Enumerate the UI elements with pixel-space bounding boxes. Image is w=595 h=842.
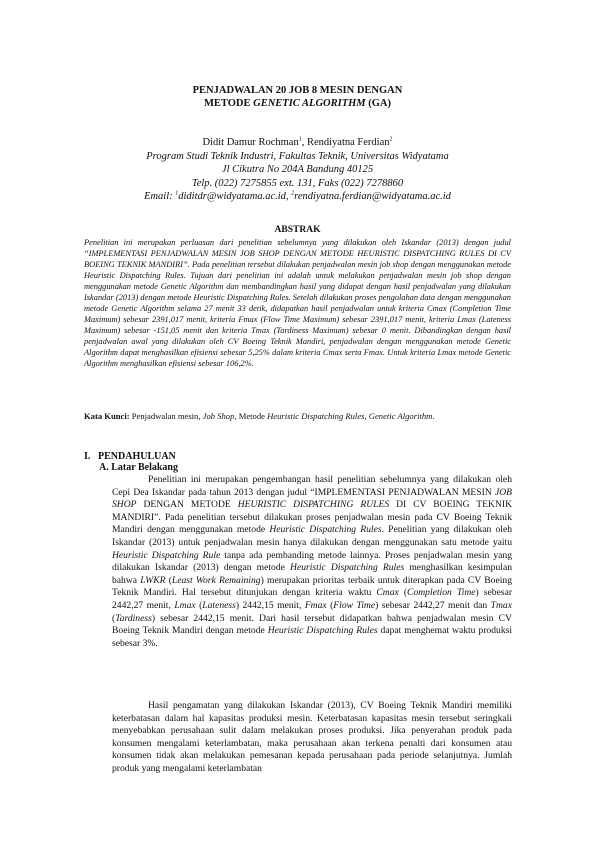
para-text: ) merupakan prioritas terbaik untuk diterapkan pada CV Boeing Teknik Mandiri. Hal tersebut ditunjukan dengan kriteria waktu [112, 574, 512, 599]
title-line-2-italic: GENETIC ALGORITHM [253, 98, 366, 109]
keyword-hdr: Heuristic Dispatching Rules [267, 411, 365, 421]
email-1-sup: 1 [175, 190, 179, 197]
para-italic: LWKR [140, 574, 166, 586]
keywords [84, 411, 544, 422]
para-italic: Heuristic Dispatching Rules [267, 625, 378, 637]
para-italic: Flow Time [333, 599, 376, 611]
para-italic: Heuristic Dispatching Rules [290, 562, 405, 574]
phone-fax: Telp. (022) 7275855 ext. 131, Faks (022) 7278860 [191, 177, 404, 189]
keyword-text: . [432, 411, 435, 421]
keyword-text: Penjadwalan mesin, [129, 411, 203, 421]
keywords-label: Kata Kunci: [84, 411, 130, 421]
body-paragraph-2: Hasil pengamatan yang dilakukan Iskandar (2013), CV Boeing Teknik Mandiri memiliki keterbatasan dalam hal kapasitas produksi mesin. Keterbatasan kapasitas mesin tersebut seringkali menyebabkan perusahaan sulit dalam melakukan proses produksi. Jika penyerahan produk pada konsumen mengalami keterlambatan, maka perusahaan akan terkena penalti dari konsumen atau konsumen tidak akan melakukan pemesanan kepada perusahaan pada periode selanjutnya. Jumlah produk yang mengalami keterlambatan [112, 700, 512, 774]
para-italic: HEURISTIC DISPATCHING RULES [237, 499, 390, 511]
para-text: menghasilkan kesimpulan bahwa [112, 562, 512, 586]
keyword-text: , Metode [234, 411, 268, 421]
section-heading [84, 451, 176, 462]
author-separator: , [301, 137, 307, 148]
email-line [60, 190, 535, 204]
address: Jl Cikutra No 204A Bandung 40125 [221, 164, 374, 175]
para-text: . Penelitian yang dilakukan oleh Iskandar (2013) untuk penjadwalan mesin hanya dilakukan dengan menggunakan satu metode yaitu [112, 524, 512, 548]
para-text: ) sebesar 2442,15 menit. Dari hasil tersebut didapatkan bahwa penjadwalan mesin CV Boeing Teknik Mandiri dengan metode [112, 612, 512, 637]
para-text: ( [326, 599, 334, 611]
email-2-sup: 2 [291, 190, 295, 197]
email-separator: , [285, 191, 292, 202]
para-italic: JOB SHOP [112, 486, 512, 511]
keyword-text: , [364, 411, 369, 421]
para-italic: Lateness [202, 599, 236, 611]
para-text: ) sebesar 2442,27 menit dan [375, 599, 491, 611]
keyword-ga: Genetic Algorithm [368, 411, 433, 421]
abstract-heading: ABSTRAK [274, 225, 321, 235]
author-1: Didit Damur Rochman [202, 137, 299, 148]
para-italic: Tardiness [115, 612, 152, 624]
author-block [60, 136, 535, 204]
email-label: Email: [144, 191, 176, 202]
para-text: ( [195, 599, 203, 611]
para-italic: Heuristic Dispatching Rule [112, 549, 221, 561]
author-names [60, 136, 535, 150]
para-italic: Cmax [376, 587, 399, 599]
email-2: rendiyatna.ferdian@widyatama.ac.id [294, 191, 451, 202]
subsection-heading: A. Latar Belakang [99, 462, 178, 473]
para-italic: Lmax [174, 599, 196, 611]
author-2-sup: 2 [389, 136, 393, 143]
para-text: DI CV BOEING TEKNIK MANDIRI”. Pada penelitian tersebut dilakukan proses penjadwalan mesin pada CV Boeing Teknik Mandiri dengan menggunakan metode [112, 499, 512, 536]
title-line-1: PENJADWALAN 20 JOB 8 MESIN DENGAN [192, 85, 403, 96]
author-1-sup: 1 [298, 136, 302, 143]
para-text: ( [165, 574, 172, 586]
para-text: ( [112, 612, 116, 624]
para-text: dapat menghemat waktu produksi sebesar 3%. [112, 625, 513, 649]
abstract-text: Penelitian ini merupakan perluasan dari penelitian sebelumnya yang dilakukan oleh Iskandar (2013) dengan judul “IMPLEMENTASI PENJADWALAN MESIN JOB SHOP DENGAN METODE HEURISTIC DISPATCHING RULES DI CV BOEING TEKNIK MANDIRI”. Pada penelitian tersebut dilakukan penjadwalan mesin job shop dengan menggunakan metode Heuristic Dispatching Rules. Tujuan dari penelitian ini adalah untuk melakukan penjadwalan mesin job shop dengan menggunakan metode Genetic Algorithm dan membandingkan hasil yang didapat dengan hasil penjadwalan yang dilakukan Iskandar (2013) dengan metode Heuristic Dispatching Rules. Setelah dilakukan proses pengolahan data dengan menggunakan metode Genetic Algorithm selama 27 menit 33 detik, didapatkan hasil penjadwalan untuk kriteria Cmax (Completion Time Maximum) sebesar 2391,017 menit, kriteria Fmax (Flow Time Maximum) sebesar 2391,017 menit, kriteria Lmax (Lateness Maximum) sebesar -151,05 menit dan kriteria Tmax (Tardiness Maximum) sebesar 0 menit. Dibandingkan dengan hasil penjadwalan awal yang dilakukan oleh CV Boeing Teknik Mandiri, penjadwalan dengan menggunakan metode Genetic Algorithm dapat menghasilkan efisiensi sebesar 5,25% dalam kriteria Cmax serta Fmax. Untuk kriteria Lmax metode Genetic Algorithm menghasilkan efisiensi sebesar 106,2%. [84, 238, 511, 368]
para-italic: Tmax [490, 599, 512, 611]
title-line-2 [60, 97, 535, 110]
title-line-2-prefix: METODE [204, 98, 254, 109]
para-text: DENGAN METODE [136, 499, 238, 511]
para-text: tanpa ada pembanding metode lainnya. Proses penjadwalan mesin yang dilakukan Iskandar (2013) dengan metode [112, 549, 512, 574]
para-italic: Fmax [304, 599, 327, 611]
para-text: ( [398, 587, 408, 599]
para-text: Penelitian ini merupakan pengembangan hasil penelitian sebelumnya yang dilakukan oleh Cepi Dea Iskandar pada tahun 2013 dengan judul “IMPLEMENTASI PENJADWALAN MESIN [112, 474, 512, 498]
para-text: ) sebesar 2442,27 menit, [112, 587, 513, 611]
author-2: Rendiyatna Ferdian [306, 137, 390, 148]
para-text: ) 2442,15 menit, [235, 599, 305, 611]
keyword-job-shop: Job Shop [202, 411, 235, 421]
title-line-2-suffix: (GA) [365, 98, 391, 109]
para-italic: Heuristic Dispatching Rules [269, 524, 382, 536]
paper-title [60, 84, 535, 110]
para-italic: Least Work Remaining [171, 574, 261, 586]
para-italic: Completion Time [407, 587, 476, 599]
body-paragraph-1 [112, 474, 512, 650]
section-number: I. [84, 451, 91, 462]
section-title: PENDAHULUAN [98, 451, 176, 462]
affiliation: Program Studi Teknik Industri, Fakultas Teknik, Universitas Widyatama [146, 150, 449, 162]
email-1: diditdr@widyatama.ac.id [178, 191, 286, 202]
